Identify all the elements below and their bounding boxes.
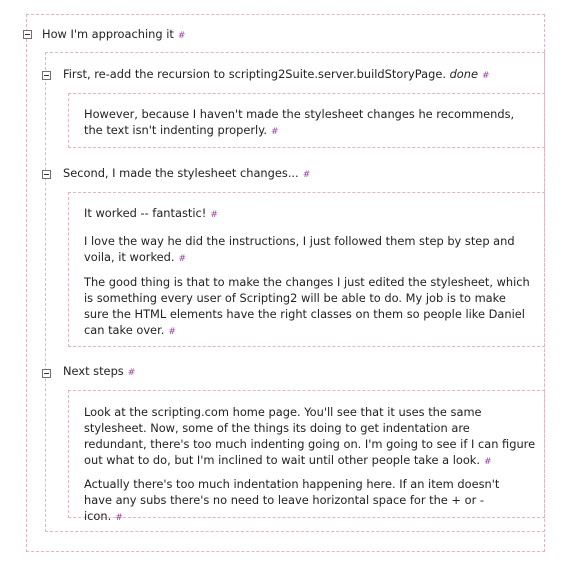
paragraph: However, because I haven't made the stylesheet changes he recommends, the text isn't indenting properly. # — [84, 107, 515, 137]
permalink-icon[interactable]: # — [178, 254, 187, 264]
collapse-toggle-icon[interactable] — [23, 30, 32, 39]
done-label: done — [449, 67, 479, 81]
outline-item-heading: First, re-add the recursion to scripting2Suite.server.buildStoryPage. done # — [63, 67, 490, 81]
permalink-icon[interactable]: # — [302, 170, 311, 180]
collapse-toggle-icon[interactable] — [42, 369, 51, 378]
outline-title: How I'm approaching it # — [42, 27, 186, 41]
outline-item-heading: Next steps # — [63, 364, 136, 378]
permalink-icon[interactable]: # — [270, 127, 279, 137]
permalink-icon[interactable]: # — [127, 368, 136, 378]
paragraph: Actually there's too much indentation happening here. If an item doesn't have any subs there's no need to leave horizontal space for the + or - icon. # — [84, 477, 500, 523]
permalink-icon[interactable]: # — [210, 210, 218, 220]
permalink-icon[interactable]: # — [482, 71, 490, 81]
paragraph: I love the way he did the instructions, I just followed them step by step and voila, it worked. # — [84, 234, 515, 264]
paragraph: It worked -- fantastic! # — [84, 206, 218, 220]
paragraph: Look at the scripting.com home page. You'll see that it uses the same stylesheet. Now, some of the things its doing to get indentation are redundant, there's too much indenting going on. I'm going to see if I can figure out what to do, but I'm inclined to wait until other people take a look. # — [84, 405, 536, 467]
permalink-icon[interactable]: # — [168, 327, 176, 337]
permalink-icon[interactable]: # — [484, 457, 492, 467]
paragraph: The good thing is that to make the changes I just edited the stylesheet, which is something every user of Scripting2 will be able to do. My job is to make sure the HTML elements have the right classes on them so people like Daniel can take over. # — [84, 275, 530, 337]
collapse-toggle-icon[interactable] — [42, 170, 51, 179]
collapse-toggle-icon[interactable] — [42, 71, 51, 80]
permalink-icon[interactable]: # — [115, 513, 123, 523]
permalink-icon[interactable]: # — [177, 31, 186, 41]
outline-item-heading: Second, I made the stylesheet changes... # — [63, 166, 311, 180]
